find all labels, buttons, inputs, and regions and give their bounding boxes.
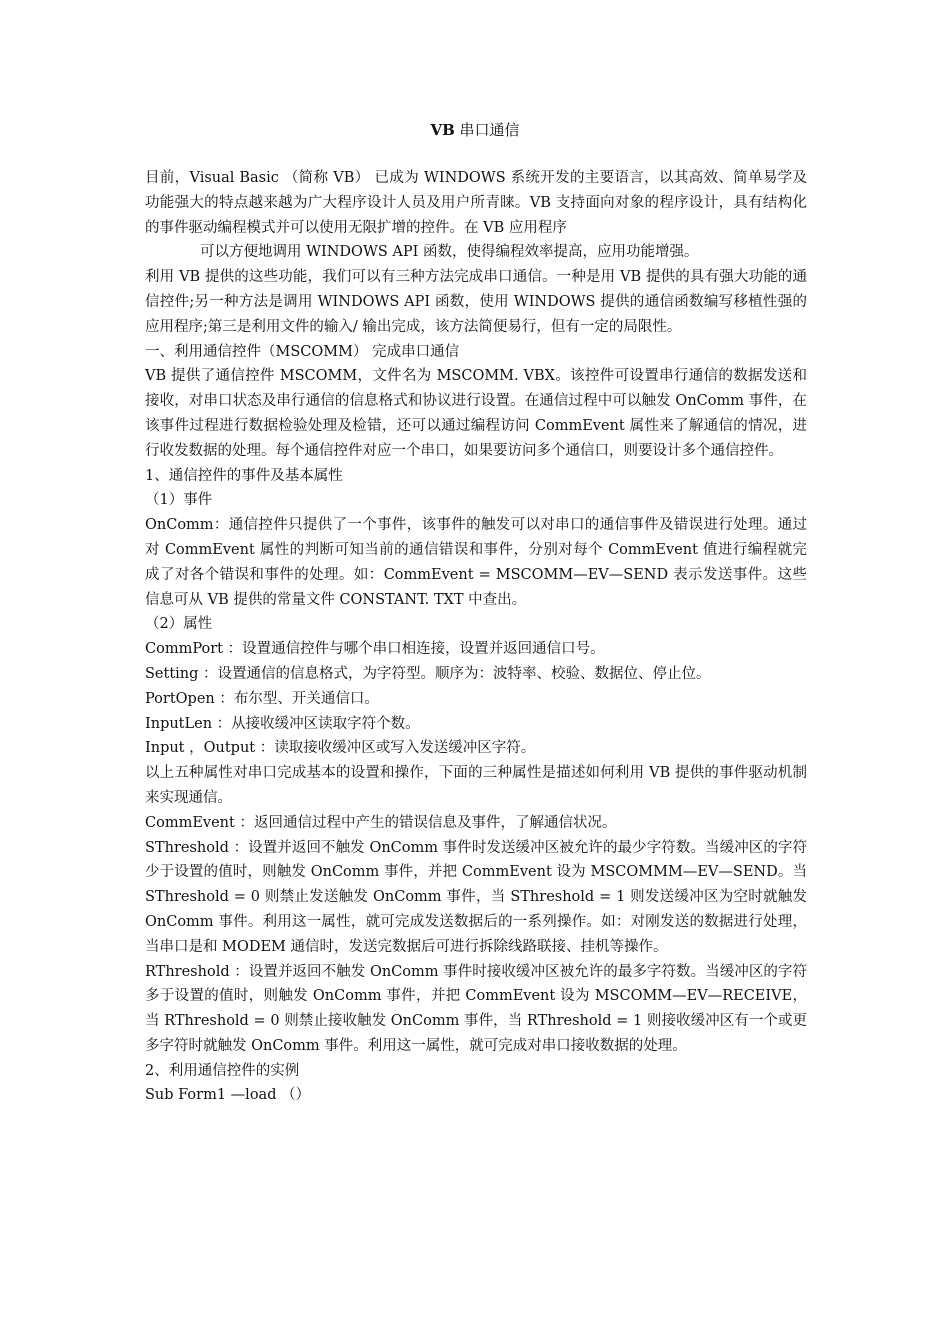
paragraph-intro: 目前，Visual Basic （简称 VB） 已成为 WINDOWS 系统开发的主要语言，以其高效、简单易学及功能强大的特点越来越为广大程序设计人员及用户所青睐。VB 支持面向对象的程序设计，具有结构化的事件驱动编程模式并可以使用无限扩增的控件。在 VB 应用程序 — [145, 170, 807, 236]
property-inputlen: InputLen ：从接收缓冲区读取字符个数。 — [145, 715, 420, 732]
code-line-form-load: Sub Form1 —load （） — [145, 1087, 311, 1104]
property-commevent: CommEvent ：返回通信过程中产生的错误信息及事件，了解通信状况。 — [145, 814, 617, 831]
section-heading-mscomm: 一、利用通信控件（MSCOMM） 完成串口通信 — [145, 343, 460, 360]
document-body — [145, 166, 807, 1108]
paragraph-methods: 利用 VB 提供的这些功能，我们可以有三种方法完成串口通信。一种是用 VB 提供的具有强大功能的通信控件;另一种方法是调用 WINDOWS API 函数，使用 WINDOWS 提供的通信函数编写移植性强的应用程序;第三是利用文件的输入/ 输出完成，该方法简便易行，但有一定的局限性。 — [145, 269, 807, 335]
paragraph-oncomm: OnComm：通信控件只提供了一个事件，该事件的触发可以对串口的通信事件及错误进行处理。通过对 CommEvent 属性的判断可知当前的通信错误和事件，分别对每个 CommEvent 值进行编程就完成了对各个错误和事件的处理。如：CommEvent = MSCOMM—EV—SEND 表示发送事件。这些信息可从 VB 提供的常量文件 CONSTANT. TXT 中查出。 — [145, 517, 807, 608]
property-setting: Setting ：设置通信的信息格式，为字符型。顺序为：波特率、校验、数据位、停止位。 — [145, 665, 711, 682]
property-portopen: PortOpen ：布尔型、开关通信口。 — [145, 690, 379, 707]
heading-events: （1）事件 — [145, 492, 213, 509]
property-sthreshold: SThreshold ：设置并返回不触发 OnComm 事件时发送缓冲区被允许的最少字符数。当缓冲区的字符少于设置的值时，则触发 OnComm 事件，并把 CommEvent 设为 MSCOMMM—EV—SEND。当 SThreshold = 0 则禁止发送触发 OnComm 事件，当 SThreshold = 1 则发送缓冲区为空时就触发 OnComm 事件。利用这一属性，就可完成发送数据后的一系列操作。如：对刚发送的数据进行处理，当串口是和 MODEM 通信时，发送完数据后可进行拆除线路联接、挂机等操作。 — [145, 839, 807, 955]
paragraph-mscomm: VB 提供了通信控件 MSCOMM，文件名为 MSCOMM. VBX。该控件可设置串行通信的数据发送和接收，对串口状态及串行通信的信息格式和协议进行设置。在通信过程中可以触发 OnComm 事件，在该事件过程进行数据检验处理及检错，还可以通过编程访问 CommEvent 属性来了解通信的情况，进行收发数据的处理。每个通信控件对应一个串口，如果要访问多个通信口，则要设计多个通信控件。 — [145, 368, 807, 459]
title-rest: 串口通信 — [454, 121, 520, 139]
property-input-output: Input ，Output ：读取接收缓冲区或写入发送缓冲区字符。 — [145, 740, 536, 757]
paragraph-intro-continued: 可以方便地调用 WINDOWS API 函数，使得编程效率提高，应用功能增强。 — [200, 244, 699, 261]
subsection-heading-example: 2、利用通信控件的实例 — [145, 1062, 300, 1079]
heading-properties: （2）属性 — [145, 616, 213, 633]
property-rthreshold: RThreshold ：设置并返回不触发 OnComm 事件时接收缓冲区被允许的最多字符数。当缓冲区的字符多于设置的值时，则触发 OnComm 事件，并把 CommEvent 设为 MSCOMM—EV—RECEIVE，当 RThreshold = 0 则禁止接收触发 OnComm 事件，当 RThreshold = 1 则接收缓冲区有一个或更多字符时就触发 OnComm 事件。利用这一属性，就可完成对串口接收数据的处理。 — [145, 963, 807, 1054]
property-commport: CommPort ：设置通信控件与哪个串口相连接，设置并返回通信口号。 — [145, 641, 605, 658]
paragraph-five-properties: 以上五种属性对串口完成基本的设置和操作，下面的三种属性是描述如何利用 VB 提供的事件驱动机制来实现通信。 — [145, 765, 807, 806]
title-bold: VB — [430, 121, 455, 139]
subsection-heading-events-properties: 1、通信控件的事件及基本属性 — [145, 467, 343, 484]
document-title — [0, 118, 950, 142]
